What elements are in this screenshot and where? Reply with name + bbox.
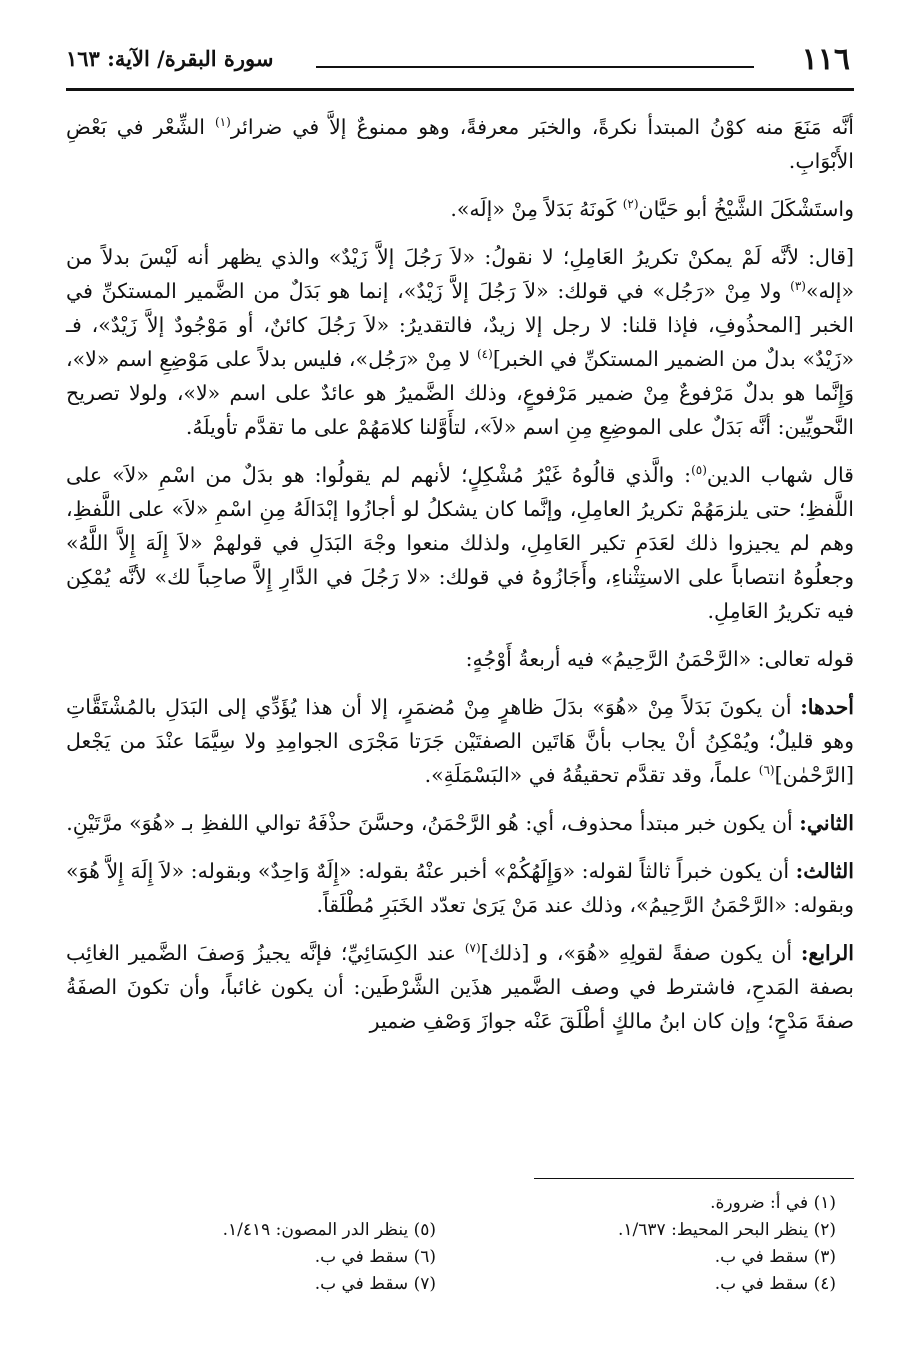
- footnote-ref-1[interactable]: (١): [214, 115, 231, 130]
- paragraph-3: [قال: لأنَّه لَمْ يمكنْ تكريرُ العَامِلِ؛ لا نقولُ: «لاَ رَجُلَ إلاَّ زَيْدٌ» والذي يظهر أنه لَيْسَ بدلاً من «إله»$^{(٣)}$ ولا مِنْ «رَجُل» في قولك: «لاَ رَجُلَ إلاَّ زَيْدٌ»، إنما هو بَدَلٌ من الضَّمير المستكنِّ في الخبر [المحذُوفِ، فإذا قلنا: لا رجل إلا زيدٌ، فالتقديرُ: «لاَ رَجُلَ كائنٌ، أو مَوْجُودٌ إلاَّ زَيْدٌ»، فـ «زَيْدٌ» بدلٌ من الضمير المستكنِّ في الخبر]$^{(٤)}$ لا مِنْ «رَجُل»، فليس بدلاً على مَوْضِعِ اسم «لا»، وَإِنَّما هو بدلٌ مَرْفوعٌ مِنْ ضمير مَرْفوعٍ، وذلك الضَّميرُ هو عائدٌ على اسم «لا»، ولولا تصريح النَّحويِّين: أنَّه بَدَلٌ على الموضِعِ مِنِ اسم «لاَ»، لتأَوَّلنا كلامَهُمْ على ما تقدَّم تأويلَهُ.: [66, 245, 854, 439]
- footnote-ref-5[interactable]: (٥): [691, 463, 707, 478]
- footnote-ref-6[interactable]: (٦): [758, 763, 775, 778]
- paragraph-4: قال شهاب الدين$^{(٥)}$: والَّذي قالُوهُ غَيْرُ مُشْكِلٍ؛ لأنهم لم يقولُوا: هو بدَلٌ من اسْمِ «لاَ» على اللَّفظِ؛ حتى يلزمَهُمْ تكريرُ العامِلِ، وإنَّما كان يشكلُ لو أجازُوا إبْدَالَهُ مِنِ اسْمِ «لاَ» على اللَّفظِ، وهم لم يجيزوا ذلك لعَدَمِ تكير العَامِلِ، ولذلك منعوا وجْهَ البَدَلِ في قولهمْ «لاَ إِلَهَ إِلاَّ اللَّهُ» وجعلُوهُ انتصاباً على الاستِثْناءِ، وأَجَازُوهُ في قولك: «لا رَجُلَ في الدَّارِ إِلاَّ صاحِباً لك» لأنَّه يُمْكِن فيه تكريرُ العَامِلِ.: [66, 463, 854, 623]
- running-header: [66, 42, 854, 82]
- paragraph-9: الرابع: أن يكون صفةً لقولِهِ «هُوَ»، و [ذلك]$^{(٧)}$ عند الكِسَائِيِّ؛ فإنَّه يجيزُ وَصفَ الضَّمير الغائِب بصفة المَدحِ، فاشترط في وصف الضَّمير هذَين الشَّرْطَين: أن يكون غائباً، وأن تكونَ الصفَةُ صفةَ مَدْحٍ؛ وإن كان ابنُ مالكٍ أطْلَقَ عَنْه جوازَ وَصْفِ ضمير: [66, 941, 854, 1033]
- paragraph-5: قوله تعالى: «الرَّحْمَنُ الرَّحِيمُ» فيه أربعةُ أَوْجُهٍ:: [465, 647, 854, 671]
- paragraph-8: الثالث: أن يكون خبراً ثالثاً لقوله: «وَإِلَهُكُمْ» أخبر عنْهُ بقوله: «إِلَهٌ وَاحِدٌ» وبقوله: «لاَ إِلَهَ إِلاَّ هُوَ» وبقوله: «الرَّحْمَنُ الرَّحِيمُ»، وذلك عند مَنْ يَرَىٰ تعدّد الخَبَرِ مُطْلَقاً.: [66, 859, 854, 917]
- footnote-ref-7[interactable]: (٧): [464, 941, 481, 956]
- footnote-6: (٦) سقط في ب.: [314, 1247, 436, 1267]
- footnote-ref-3[interactable]: (٣): [790, 279, 806, 294]
- paragraph-1: أنَّه مَنَعَ منه كوْنُ المبتدأ نكرةً، والخبَر معرفةً، وهو ممنوعٌ إلاَّ في ضرائر$^{(١)}$ الشِّعْر في بَعْضِ الأَبْوَابِ.: [66, 115, 854, 173]
- paragraph-2: واستَشْكَلَ الشَّيْخُ أبو حَيَّان$^{(٢)}$ كَونَهُ بَدَلاً مِنْ «إلَه».: [450, 197, 854, 221]
- paragraph-7: الثاني: أن يكون خبر مبتدأ محذوف، أي: هُو الرَّحْمَنُ، وحسَّنَ حذْفَهُ توالي اللفظِ بـ «هُوَ» مرَّتَيْنِ.: [66, 811, 854, 835]
- footnote-ref-2[interactable]: (٢): [622, 197, 639, 212]
- page-number: ١١٦: [801, 42, 850, 77]
- footnote-separator: [534, 1178, 854, 1179]
- footnote-5: (٥) ينظر الدر المصون: ١/٤١٩.: [222, 1220, 436, 1240]
- main-text: [66, 110, 854, 1052]
- section-lead-third: الثالث:: [795, 859, 854, 883]
- footnote-2: (٢) ينظر البحر المحيط: ١/٦٣٧.: [618, 1220, 836, 1240]
- footnotes-column-right: [456, 1190, 836, 1298]
- footnote-3: (٣) سقط في ب.: [714, 1247, 836, 1267]
- header-rule: [66, 88, 854, 91]
- running-title: سورة البقرة/ الآية: ١٦٣: [66, 46, 274, 71]
- footnote-7: (٧) سقط في ب.: [314, 1274, 436, 1294]
- footnote-4: (٤) سقط في ب.: [714, 1274, 836, 1294]
- footnotes-column-left: [76, 1217, 436, 1298]
- section-lead-second: الثاني:: [799, 811, 854, 835]
- header-divider: [316, 66, 754, 68]
- footnote-1: (١) في أ: ضرورة.: [710, 1193, 836, 1213]
- section-lead-fourth: الرابع:: [800, 941, 854, 965]
- footnote-ref-4[interactable]: (٤): [476, 347, 493, 362]
- paragraph-6: أحدها: أن يكونَ بَدَلاً مِنْ «هُوَ» بدَلَ ظاهرٍ مِنْ مُضمَرٍ، إلا أن هذا يُؤَدِّي إلى البَدَلِ بالمُشْتَقَّاتِ وهو قليلٌ؛ ويُمْكِنُ أنْ يجاب بأنَّ هَاتَين الصفتَيْن جَرَتا مَجْرَى الجوامِدِ ولا سِيَّمَا عنْدَ من يَجْعل [الرَّحْمٰن]$^{(٦)}$ علماً، وقد تقدَّم تحقيقُهُ في «البَسْمَلَةِ».: [66, 695, 854, 787]
- section-lead-first: أحدها:: [800, 695, 854, 719]
